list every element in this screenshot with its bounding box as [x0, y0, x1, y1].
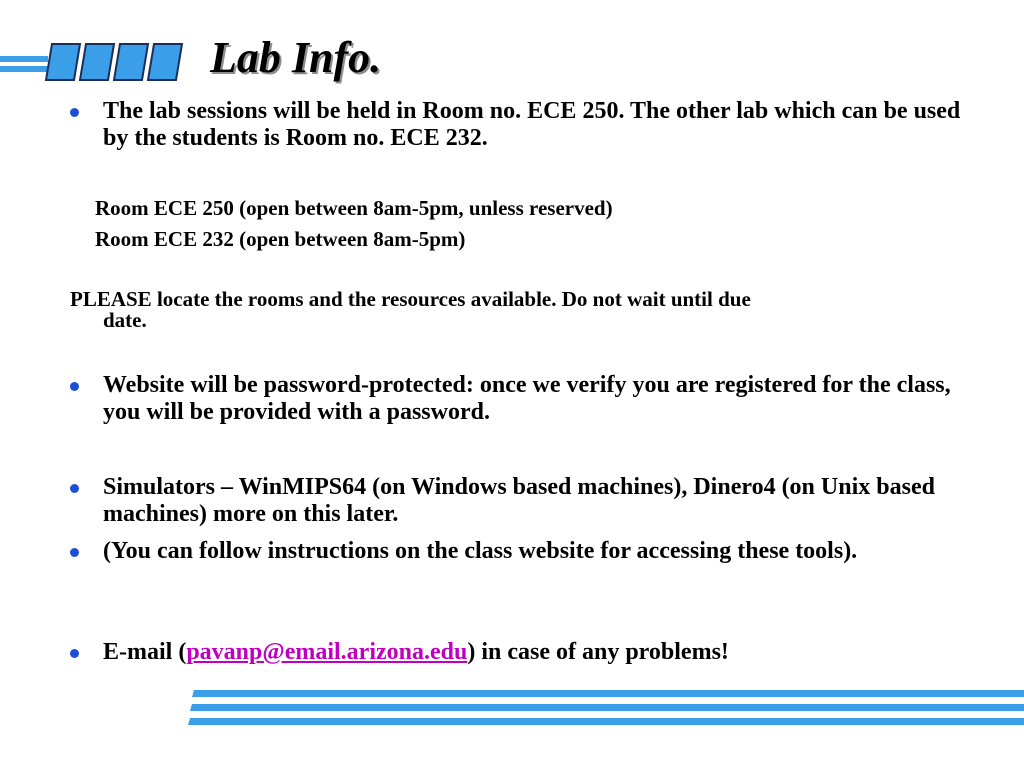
bullet-website-text: Website will be password-protected: once we verify you are registered for the class, you will be provided with a password.	[103, 372, 951, 425]
bullet-email	[70, 639, 970, 666]
bullet-simulators-text: Simulators – WinMIPS64 (on Windows based machines), Dinero4 (on Unix based machines) more on this later.	[103, 474, 935, 527]
bullet-email-text	[103, 639, 970, 666]
bullet-dot-icon	[70, 484, 79, 493]
page-title: Lab Info.	[210, 33, 382, 82]
bullet-dot-icon	[70, 548, 79, 557]
bullet-instructions-text: (You can follow instructions on the class website for accessing these tools).	[103, 538, 858, 564]
room-250-line: Room ECE 250 (open between 8am-5pm, unless reserved)	[95, 196, 613, 220]
please-paragraph	[70, 289, 970, 331]
bullet-lab-sessions	[70, 98, 970, 152]
room-232-line: Room ECE 232 (open between 8am-5pm)	[95, 227, 466, 251]
please-line-2: date.	[103, 308, 147, 332]
email-suffix: ) in case of any problems!	[467, 639, 729, 665]
bullet-dot-icon	[70, 649, 79, 658]
bottom-stripes-icon	[188, 690, 1024, 728]
bullet-dot-icon	[70, 108, 79, 117]
please-line-1: PLEASE locate the rooms and the resources available. Do not wait until due	[70, 287, 751, 311]
email-link[interactable]: pavanp@email.arizona.edu	[186, 639, 468, 665]
logo-stripes-icon	[0, 40, 190, 82]
bullet-simulators	[70, 474, 970, 528]
bullet-website	[70, 372, 970, 426]
bullet-dot-icon	[70, 382, 79, 391]
bullet-instructions	[70, 538, 970, 565]
bullet-lab-sessions-text: The lab sessions will be held in Room no. ECE 250. The other lab which can be used by the students is Room no. ECE 232.	[103, 98, 961, 151]
email-prefix: E-mail (	[103, 639, 187, 665]
